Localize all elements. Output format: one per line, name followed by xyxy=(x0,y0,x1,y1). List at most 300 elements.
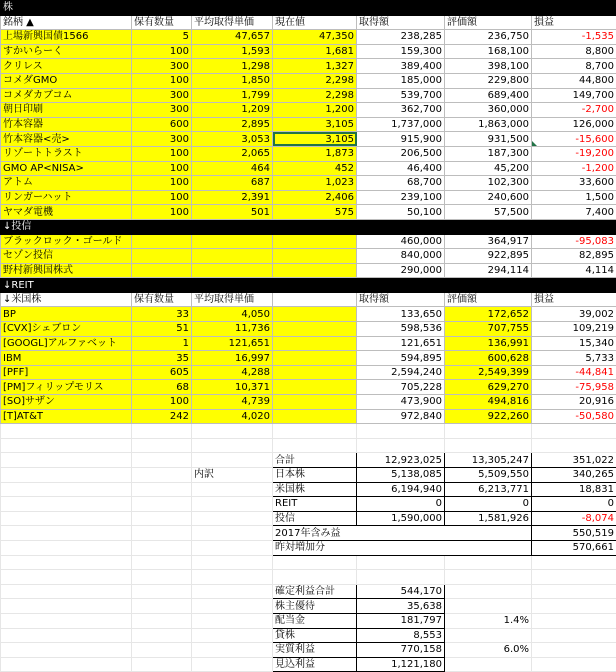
cell[interactable] xyxy=(132,657,192,672)
cell[interactable] xyxy=(132,628,192,643)
cell[interactable]: 16,997 xyxy=(192,351,273,366)
cell[interactable] xyxy=(192,263,273,278)
cell[interactable] xyxy=(192,497,273,512)
cell[interactable] xyxy=(445,438,532,453)
section-title[interactable]: ↓REIT xyxy=(1,278,132,293)
stock-name[interactable]: 竹本容器<売> xyxy=(1,132,132,147)
cell[interactable] xyxy=(273,234,357,249)
cell[interactable] xyxy=(192,643,273,658)
cell[interactable] xyxy=(192,234,273,249)
summary-label[interactable]: 米国株 xyxy=(273,482,357,497)
cell[interactable] xyxy=(445,599,532,614)
cell[interactable]: 707,755 xyxy=(445,322,532,337)
cell[interactable] xyxy=(1,555,132,570)
table-cell[interactable]: 5 xyxy=(132,30,192,45)
table-cell[interactable]: 575 xyxy=(273,205,357,220)
table-cell[interactable]: 8,700 xyxy=(532,59,616,74)
table-cell[interactable]: 3,053 xyxy=(192,132,273,147)
cell[interactable]: 705,228 xyxy=(357,380,445,395)
table-cell[interactable]: 362,700 xyxy=(357,103,445,118)
cell[interactable] xyxy=(192,278,273,293)
stock-name[interactable]: ヤマダ電機 xyxy=(1,205,132,220)
table-cell[interactable]: 100 xyxy=(132,44,192,59)
table-cell[interactable]: 398,100 xyxy=(445,59,532,74)
cell[interactable] xyxy=(132,249,192,264)
cell[interactable]: 242 xyxy=(132,409,192,424)
cell[interactable] xyxy=(357,438,445,453)
cell[interactable] xyxy=(1,570,132,585)
cell[interactable] xyxy=(132,526,192,541)
table-cell[interactable]: 360,000 xyxy=(445,103,532,118)
table-cell[interactable]: 100 xyxy=(132,73,192,88)
stock-name[interactable]: [CVX]シェブロン xyxy=(1,322,132,337)
cell[interactable] xyxy=(273,336,357,351)
cell[interactable] xyxy=(273,1,357,16)
table-cell[interactable]: 600 xyxy=(132,117,192,132)
cell[interactable] xyxy=(132,1,192,16)
cell[interactable]: 770,158 xyxy=(357,643,445,658)
table-cell[interactable]: 3,105 xyxy=(273,117,357,132)
cell[interactable]: 1,121,180 xyxy=(357,657,445,672)
cell[interactable] xyxy=(273,249,357,264)
cell[interactable]: 629,270 xyxy=(445,380,532,395)
table-cell[interactable]: 185,000 xyxy=(357,73,445,88)
cell[interactable] xyxy=(132,234,192,249)
cell[interactable]: -8,074 xyxy=(532,511,616,526)
cell[interactable] xyxy=(532,643,616,658)
table-cell[interactable]: 1,209 xyxy=(192,103,273,118)
table-cell[interactable]: -19,200 xyxy=(532,146,616,161)
table-cell[interactable]: 126,000 xyxy=(532,117,616,132)
cell[interactable] xyxy=(357,1,445,16)
cell[interactable]: 4,739 xyxy=(192,395,273,410)
cell[interactable] xyxy=(132,438,192,453)
cell[interactable] xyxy=(1,497,132,512)
cell[interactable] xyxy=(132,453,192,468)
cell[interactable]: 1,581,926 xyxy=(445,511,532,526)
cell[interactable] xyxy=(357,278,445,293)
cell[interactable]: 6,194,940 xyxy=(357,482,445,497)
cell[interactable] xyxy=(532,657,616,672)
table-cell[interactable]: 1,298 xyxy=(192,59,273,74)
table-cell[interactable]: 8,800 xyxy=(532,44,616,59)
cell[interactable] xyxy=(1,526,132,541)
cell[interactable] xyxy=(532,599,616,614)
cell[interactable]: 11,736 xyxy=(192,322,273,337)
section-title[interactable]: 株 xyxy=(1,1,132,16)
table-cell[interactable]: -2,700 xyxy=(532,103,616,118)
cell[interactable]: 51 xyxy=(132,322,192,337)
cell[interactable] xyxy=(357,570,445,585)
cell[interactable]: 550,519 xyxy=(532,526,616,541)
table-cell[interactable]: -1,535 xyxy=(532,30,616,45)
table-cell[interactable]: 915,900 xyxy=(357,132,445,147)
cell[interactable]: 20,916 xyxy=(532,395,616,410)
table-cell[interactable]: 168,100 xyxy=(445,44,532,59)
table-cell[interactable]: 1,737,000 xyxy=(357,117,445,132)
cell[interactable] xyxy=(192,526,273,541)
cell[interactable] xyxy=(445,570,532,585)
cell[interactable] xyxy=(532,278,616,293)
cell[interactable] xyxy=(273,365,357,380)
cell[interactable]: 840,000 xyxy=(357,249,445,264)
cell[interactable]: 13,305,247 xyxy=(445,453,532,468)
table-cell[interactable]: 100 xyxy=(132,190,192,205)
table-cell[interactable]: 68,700 xyxy=(357,176,445,191)
cell[interactable] xyxy=(273,424,357,439)
cell[interactable]: 340,265 xyxy=(532,468,616,483)
cell[interactable]: 605 xyxy=(132,365,192,380)
cell[interactable] xyxy=(273,351,357,366)
table-cell[interactable]: 389,400 xyxy=(357,59,445,74)
profit-label[interactable]: 見込利益 xyxy=(273,657,357,672)
table-cell[interactable]: -15,600 xyxy=(532,132,616,147)
cell[interactable] xyxy=(273,278,357,293)
cell[interactable] xyxy=(1,657,132,672)
cell[interactable] xyxy=(445,628,532,643)
cell[interactable] xyxy=(445,424,532,439)
column-header[interactable]: 現在値 xyxy=(273,15,357,30)
cell[interactable] xyxy=(132,468,192,483)
cell[interactable]: 12,923,025 xyxy=(357,453,445,468)
table-cell[interactable]: 1,593 xyxy=(192,44,273,59)
cell[interactable] xyxy=(1,424,132,439)
cell[interactable] xyxy=(273,322,357,337)
cell[interactable]: 4,020 xyxy=(192,409,273,424)
cell[interactable] xyxy=(273,219,357,234)
table-cell[interactable]: 236,750 xyxy=(445,30,532,45)
cell[interactable]: 1.4% xyxy=(445,613,532,628)
cell[interactable]: 972,840 xyxy=(357,409,445,424)
profit-label[interactable]: 貸株 xyxy=(273,628,357,643)
profit-label[interactable]: 実質利益 xyxy=(273,643,357,658)
cell[interactable]: 109,219 xyxy=(532,322,616,337)
cell[interactable]: -75,958 xyxy=(532,380,616,395)
cell[interactable]: 35,638 xyxy=(357,599,445,614)
cell[interactable] xyxy=(532,1,616,16)
stock-name[interactable]: アトム xyxy=(1,176,132,191)
cell[interactable]: 121,651 xyxy=(357,336,445,351)
stock-name[interactable]: リンガーハット xyxy=(1,190,132,205)
cell[interactable]: 364,917 xyxy=(445,234,532,249)
column-header[interactable]: 取得額 xyxy=(357,292,445,307)
cell[interactable] xyxy=(192,657,273,672)
stock-name[interactable]: [PFF] xyxy=(1,365,132,380)
cell[interactable] xyxy=(132,263,192,278)
cell[interactable]: 290,000 xyxy=(357,263,445,278)
table-cell[interactable]: 2,298 xyxy=(273,73,357,88)
cell[interactable]: 922,895 xyxy=(445,249,532,264)
summary-label[interactable]: 日本株 xyxy=(273,468,357,483)
cell[interactable] xyxy=(1,482,132,497)
stock-name[interactable]: [GOOGL]アルファベット xyxy=(1,336,132,351)
stock-name[interactable]: 竹本容器 xyxy=(1,117,132,132)
cell[interactable] xyxy=(1,438,132,453)
cell[interactable] xyxy=(273,263,357,278)
cell[interactable]: -50,580 xyxy=(532,409,616,424)
cell[interactable] xyxy=(132,424,192,439)
cell[interactable] xyxy=(132,643,192,658)
cell[interactable] xyxy=(445,219,532,234)
table-cell[interactable]: 501 xyxy=(192,205,273,220)
table-cell[interactable]: 1,799 xyxy=(192,88,273,103)
cell[interactable] xyxy=(273,395,357,410)
cell[interactable]: 136,991 xyxy=(445,336,532,351)
stock-name[interactable]: 上場新興国債1566 xyxy=(1,30,132,45)
fund-name[interactable]: セゾン投信 xyxy=(1,249,132,264)
cell[interactable] xyxy=(445,278,532,293)
cell[interactable]: 5,138,085 xyxy=(357,468,445,483)
cell[interactable]: 598,536 xyxy=(357,322,445,337)
stock-name[interactable]: [T]AT&T xyxy=(1,409,132,424)
cell[interactable] xyxy=(132,482,192,497)
cell[interactable]: 544,170 xyxy=(357,584,445,599)
table-cell[interactable]: 149,700 xyxy=(532,88,616,103)
table-cell[interactable]: 1,023 xyxy=(273,176,357,191)
cell[interactable]: 5,733 xyxy=(532,351,616,366)
stock-name[interactable]: コメダカブコム xyxy=(1,88,132,103)
cell[interactable] xyxy=(192,511,273,526)
cell[interactable] xyxy=(192,219,273,234)
cell[interactable] xyxy=(445,555,532,570)
table-cell[interactable]: 1,863,000 xyxy=(445,117,532,132)
cell[interactable] xyxy=(532,628,616,643)
cell[interactable]: 594,895 xyxy=(357,351,445,366)
profit-label[interactable]: 確定利益合計 xyxy=(273,584,357,599)
column-header[interactable]: 銘柄 ▲ xyxy=(1,15,132,30)
stock-name[interactable]: 朝日印刷 xyxy=(1,103,132,118)
table-cell[interactable]: 464 xyxy=(192,161,273,176)
cell[interactable] xyxy=(273,292,357,307)
cell[interactable]: 8,553 xyxy=(357,628,445,643)
cell[interactable] xyxy=(532,613,616,628)
table-cell[interactable]: 300 xyxy=(132,88,192,103)
table-cell[interactable]: 689,400 xyxy=(445,88,532,103)
cell[interactable]: 4,050 xyxy=(192,307,273,322)
cell[interactable]: 10,371 xyxy=(192,380,273,395)
column-header[interactable]: 評価額 xyxy=(445,15,532,30)
table-cell[interactable]: 240,600 xyxy=(445,190,532,205)
cell[interactable]: 172,652 xyxy=(445,307,532,322)
table-cell[interactable]: 45,200 xyxy=(445,161,532,176)
table-cell[interactable]: 100 xyxy=(132,146,192,161)
cell[interactable] xyxy=(132,278,192,293)
cell[interactable]: 4,114 xyxy=(532,263,616,278)
table-cell[interactable]: 300 xyxy=(132,132,192,147)
table-cell[interactable]: 33,600 xyxy=(532,176,616,191)
table-cell[interactable]: 47,657 xyxy=(192,30,273,45)
cell[interactable]: 15,340 xyxy=(532,336,616,351)
table-cell[interactable]: 100 xyxy=(132,161,192,176)
table-cell[interactable]: 1,681 xyxy=(273,44,357,59)
cell[interactable] xyxy=(1,453,132,468)
table-cell[interactable]: 100 xyxy=(132,176,192,191)
table-cell[interactable]: 44,800 xyxy=(532,73,616,88)
table-cell[interactable]: 3,105 xyxy=(273,132,357,147)
cell[interactable]: 1 xyxy=(132,336,192,351)
cell[interactable]: 2,594,240 xyxy=(357,365,445,380)
cell[interactable]: 18,831 xyxy=(532,482,616,497)
table-cell[interactable]: 1,500 xyxy=(532,190,616,205)
table-cell[interactable]: 1,327 xyxy=(273,59,357,74)
cell[interactable]: 39,002 xyxy=(532,307,616,322)
cell[interactable]: 33 xyxy=(132,307,192,322)
cell[interactable]: 1,590,000 xyxy=(357,511,445,526)
profit-label[interactable]: 株主優待 xyxy=(273,599,357,614)
cell[interactable]: 5,509,550 xyxy=(445,468,532,483)
cell[interactable]: 473,900 xyxy=(357,395,445,410)
cell[interactable] xyxy=(192,249,273,264)
cell[interactable] xyxy=(532,438,616,453)
cell[interactable] xyxy=(273,380,357,395)
table-cell[interactable]: 300 xyxy=(132,103,192,118)
summary-label[interactable]: REIT xyxy=(273,497,357,512)
cell[interactable]: 294,114 xyxy=(445,263,532,278)
cell[interactable] xyxy=(1,628,132,643)
cell[interactable]: -44,841 xyxy=(532,365,616,380)
stock-name[interactable]: [PM]フィリップモリス xyxy=(1,380,132,395)
cell[interactable]: 4,288 xyxy=(192,365,273,380)
cell[interactable]: 6.0% xyxy=(445,643,532,658)
cell[interactable] xyxy=(192,482,273,497)
cell[interactable] xyxy=(132,219,192,234)
cell[interactable]: -95,083 xyxy=(532,234,616,249)
cell[interactable] xyxy=(357,219,445,234)
cell[interactable]: 68 xyxy=(132,380,192,395)
fund-name[interactable]: ブラックロック・ゴールド xyxy=(1,234,132,249)
cell[interactable] xyxy=(192,424,273,439)
table-cell[interactable]: 931,500 xyxy=(445,132,532,147)
cell[interactable]: 133,650 xyxy=(357,307,445,322)
cell[interactable] xyxy=(132,613,192,628)
cell[interactable] xyxy=(445,1,532,16)
cell[interactable]: 6,213,771 xyxy=(445,482,532,497)
cell[interactable] xyxy=(357,555,445,570)
cell[interactable]: 35 xyxy=(132,351,192,366)
table-cell[interactable]: 1,850 xyxy=(192,73,273,88)
cell[interactable]: 82,895 xyxy=(532,249,616,264)
table-cell[interactable]: 2,065 xyxy=(192,146,273,161)
cell[interactable] xyxy=(1,643,132,658)
table-cell[interactable]: 2,406 xyxy=(273,190,357,205)
table-cell[interactable]: 47,350 xyxy=(273,30,357,45)
table-cell[interactable]: -1,200 xyxy=(532,161,616,176)
cell[interactable]: 121,651 xyxy=(192,336,273,351)
cell[interactable] xyxy=(192,453,273,468)
section-title[interactable]: ↓投信 xyxy=(1,219,132,234)
table-cell[interactable]: 1,873 xyxy=(273,146,357,161)
cell[interactable] xyxy=(132,570,192,585)
cell[interactable] xyxy=(532,555,616,570)
cell[interactable] xyxy=(273,570,357,585)
column-header[interactable]: 取得額 xyxy=(357,15,445,30)
column-header[interactable]: 平均取得単価 xyxy=(192,15,273,30)
column-header[interactable]: 損益 xyxy=(532,292,616,307)
column-header[interactable]: 評価額 xyxy=(445,292,532,307)
column-header[interactable]: 保有数量 xyxy=(132,15,192,30)
cell[interactable]: 0 xyxy=(357,497,445,512)
stock-name[interactable]: リゾートトラスト xyxy=(1,146,132,161)
table-cell[interactable]: 1,200 xyxy=(273,103,357,118)
fund-name[interactable]: 野村新興国株式 xyxy=(1,263,132,278)
table-cell[interactable]: 687 xyxy=(192,176,273,191)
cell[interactable]: 460,000 xyxy=(357,234,445,249)
cell[interactable] xyxy=(192,613,273,628)
cell[interactable] xyxy=(1,468,132,483)
cell[interactable] xyxy=(357,424,445,439)
table-cell[interactable]: 50,100 xyxy=(357,205,445,220)
cell[interactable] xyxy=(1,584,132,599)
stock-name[interactable]: BP xyxy=(1,307,132,322)
summary-label[interactable]: 2017年含み益 xyxy=(273,526,532,541)
stock-name[interactable]: GMO AP<NISA> xyxy=(1,161,132,176)
column-header[interactable]: ↓米国株 xyxy=(1,292,132,307)
cell[interactable]: 600,628 xyxy=(445,351,532,366)
summary-label[interactable]: 合計 xyxy=(273,453,357,468)
cell[interactable] xyxy=(132,497,192,512)
summary-label[interactable]: 昨対増加分 xyxy=(273,540,532,555)
table-cell[interactable]: 7,400 xyxy=(532,205,616,220)
table-cell[interactable]: 57,500 xyxy=(445,205,532,220)
table-cell[interactable]: 46,400 xyxy=(357,161,445,176)
column-header[interactable]: 平均取得単価 xyxy=(192,292,273,307)
cell[interactable] xyxy=(273,307,357,322)
table-cell[interactable]: 102,300 xyxy=(445,176,532,191)
table-cell[interactable]: 539,700 xyxy=(357,88,445,103)
breakdown-label[interactable]: 内訳 xyxy=(192,468,273,483)
cell[interactable] xyxy=(532,219,616,234)
cell[interactable] xyxy=(273,409,357,424)
cell[interactable]: 922,260 xyxy=(445,409,532,424)
cell[interactable] xyxy=(532,424,616,439)
table-cell[interactable]: 187,300 xyxy=(445,146,532,161)
table-cell[interactable]: 206,500 xyxy=(357,146,445,161)
cell[interactable] xyxy=(192,599,273,614)
cell[interactable] xyxy=(445,657,532,672)
cell[interactable] xyxy=(192,570,273,585)
stock-name[interactable]: すかいらーく xyxy=(1,44,132,59)
cell[interactable] xyxy=(132,540,192,555)
cell[interactable] xyxy=(192,438,273,453)
table-cell[interactable]: 159,300 xyxy=(357,44,445,59)
cell[interactable] xyxy=(132,555,192,570)
table-cell[interactable]: 2,391 xyxy=(192,190,273,205)
cell[interactable] xyxy=(192,540,273,555)
cell[interactable] xyxy=(1,613,132,628)
profit-label[interactable]: 配当金 xyxy=(273,613,357,628)
cell[interactable]: 0 xyxy=(532,497,616,512)
cell[interactable]: 100 xyxy=(132,395,192,410)
cell[interactable] xyxy=(192,555,273,570)
cell[interactable]: 0 xyxy=(445,497,532,512)
cell[interactable]: 351,022 xyxy=(532,453,616,468)
cell[interactable] xyxy=(192,628,273,643)
cell[interactable] xyxy=(532,570,616,585)
stock-name[interactable]: IBM xyxy=(1,351,132,366)
table-cell[interactable]: 2,895 xyxy=(192,117,273,132)
cell[interactable]: 570,661 xyxy=(532,540,616,555)
cell[interactable] xyxy=(192,1,273,16)
stock-name[interactable]: [SO]サザン xyxy=(1,395,132,410)
table-cell[interactable]: 2,298 xyxy=(273,88,357,103)
cell[interactable] xyxy=(132,511,192,526)
table-cell[interactable]: 100 xyxy=(132,205,192,220)
table-cell[interactable]: 452 xyxy=(273,161,357,176)
cell[interactable] xyxy=(1,540,132,555)
cell[interactable] xyxy=(532,584,616,599)
cell[interactable]: 494,816 xyxy=(445,395,532,410)
column-header[interactable]: 保有数量 xyxy=(132,292,192,307)
